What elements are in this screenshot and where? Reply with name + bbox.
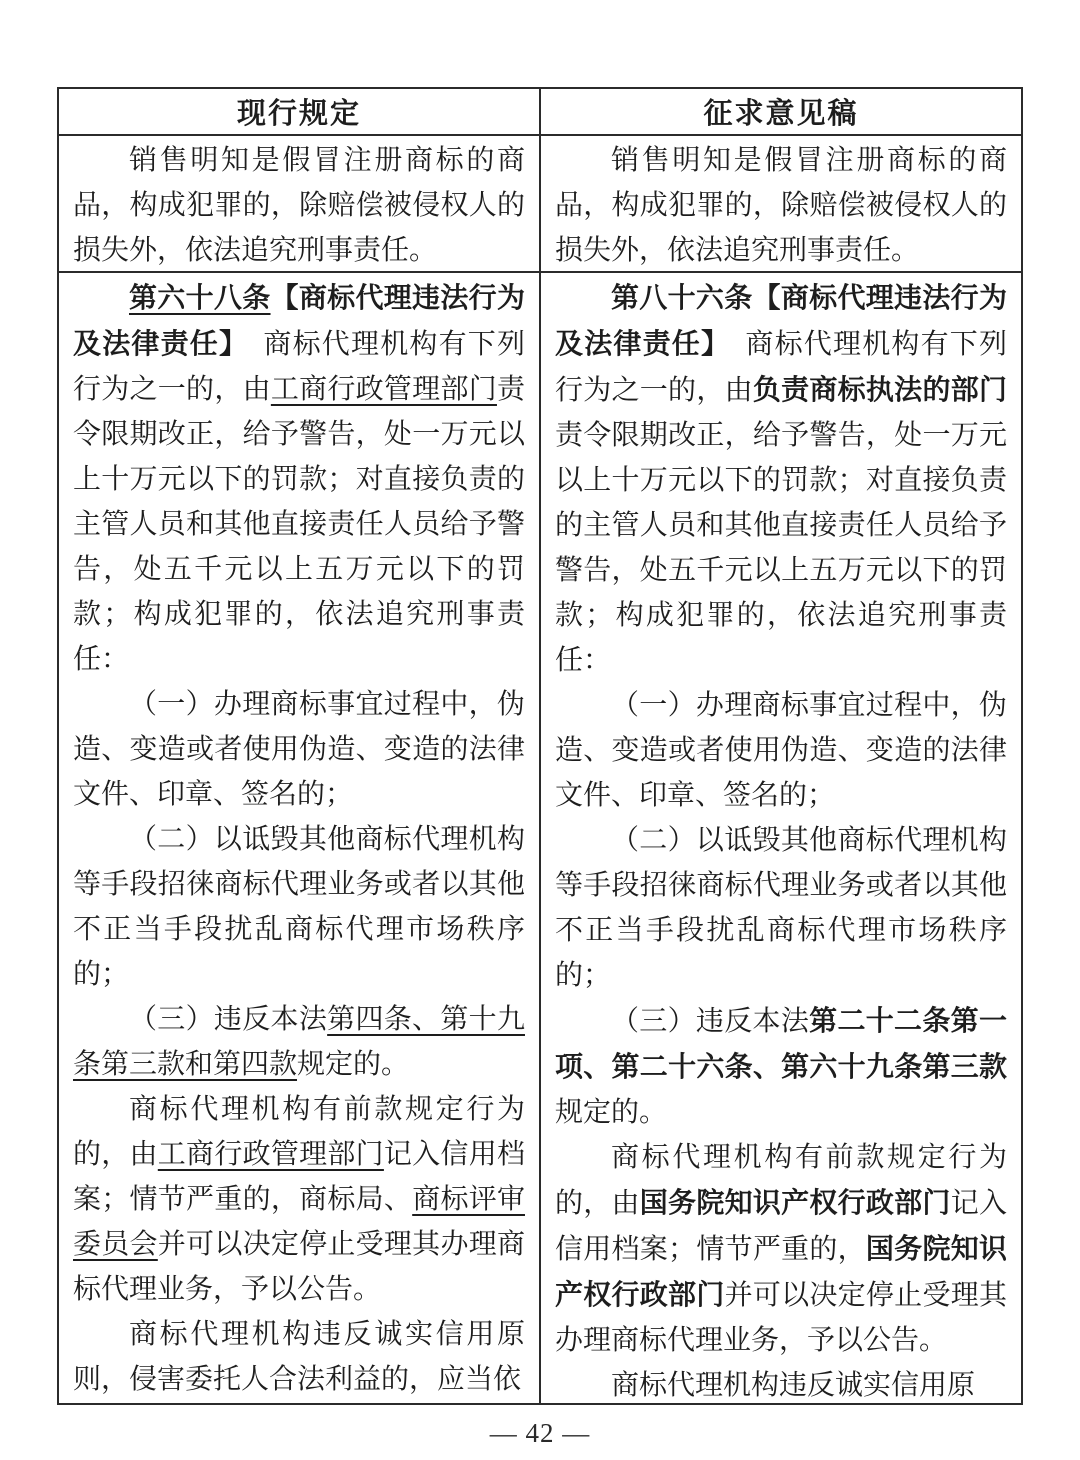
cell-current-provisions-row1 xyxy=(59,136,541,271)
paragraph: （一）办理商标事宜过程中，伪造、变造或者使用伪造、变造的法律文件、印章、签名的； xyxy=(555,690,1007,811)
paragraph: 商标代理机构违反诚实信用原 xyxy=(611,1370,976,1401)
cell-current-provisions-row2 xyxy=(59,273,541,1403)
comparison-table xyxy=(57,87,1023,1405)
table-header-row xyxy=(59,89,1021,136)
cell-draft-row2 xyxy=(541,273,1021,1403)
paragraph: 第八十六条【商标代理违法行为及法律责任】 商标代理机构有下列行为之一的，由负责商标执法的部门责令限期改正，给予警告，处一万元以上十万元以下的罚款；对直接负责的主管人员和其他直接责任人员给予警告，处五千元以上五万元以下的罚款；构成犯罪的，依法追究刑事责任： xyxy=(555,282,1007,676)
column-header-current-provisions: 现行规定 xyxy=(59,89,541,134)
cell-draft-row1 xyxy=(541,136,1021,271)
paragraph: （三）违反本法第四条、第十九条第三款和第四款规定的。 xyxy=(73,1004,525,1080)
paragraph: 销售明知是假冒注册商标的商品，构成犯罪的，除赔偿被侵权人的损失外，依法追究刑事责任。 xyxy=(73,145,525,266)
page-number: — 42 — xyxy=(489,1418,591,1448)
table-row xyxy=(59,136,1021,273)
paragraph: 商标代理机构有前款规定行为的，由国务院知识产权行政部门记入信用档案；情节严重的，国务院知识产权行政部门并可以决定停止受理其办理商标代理业务，予以公告。 xyxy=(555,1142,1007,1356)
paragraph: 商标代理机构违反诚实信用原则，侵害委托人合法利益的，应当依 xyxy=(73,1319,525,1395)
paragraph: （一）办理商标事宜过程中，伪造、变造或者使用伪造、变造的法律文件、印章、签名的； xyxy=(73,689,525,810)
paragraph: 商标代理机构有前款规定行为的，由工商行政管理部门记入信用档案；情节严重的，商标局、商标评审委员会并可以决定停止受理其办理商标代理业务，予以公告。 xyxy=(73,1094,525,1305)
table-row xyxy=(59,273,1021,1403)
paragraph: （三）违反本法第二十二条第一项、第二十六条、第六十九条第三款规定的。 xyxy=(555,1005,1007,1128)
paragraph: （二）以诋毁其他商标代理机构等手段招徕商标代理业务或者以其他不正当手段扰乱商标代理市场秩序的； xyxy=(555,825,1007,991)
paragraph: 销售明知是假冒注册商标的商品，构成犯罪的，除赔偿被侵权人的损失外，依法追究刑事责任。 xyxy=(555,145,1007,266)
paragraph: （二）以诋毁其他商标代理机构等手段招徕商标代理业务或者以其他不正当手段扰乱商标代理市场秩序的； xyxy=(73,824,525,990)
column-header-draft-for-comments: 征求意见稿 xyxy=(703,98,859,130)
paragraph: 第六十八条【商标代理违法行为及法律责任】 商标代理机构有下列行为之一的，由工商行政管理部门责令限期改正，给予警告，处一万元以上十万元以下的罚款；对直接负责的主管人员和其他直接责任人员给予警告，处五千元以上五万元以下的罚款；构成犯罪的，依法追究刑事责任： xyxy=(73,282,525,675)
